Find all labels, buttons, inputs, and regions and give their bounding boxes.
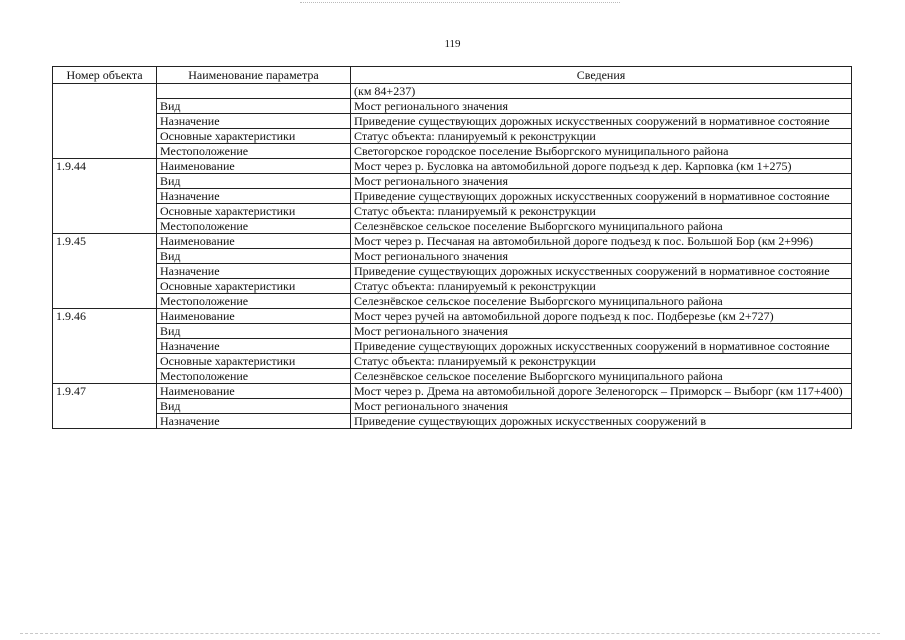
- details-cell: Мост регионального значения: [351, 324, 852, 339]
- table-body: [53, 84, 852, 429]
- table-row: [53, 384, 852, 399]
- parameter-cell: Наименование: [157, 384, 351, 399]
- parameter-cell: [157, 84, 351, 99]
- parameter-cell: Назначение: [157, 264, 351, 279]
- table-row: [53, 174, 852, 189]
- details-cell: Приведение существующих дорожных искусственных сооружений в: [351, 414, 852, 429]
- details-cell: Мост регионального значения: [351, 99, 852, 114]
- parameter-cell: Вид: [157, 249, 351, 264]
- object-number-cell: [53, 204, 157, 219]
- details-cell: Мост регионального значения: [351, 174, 852, 189]
- details-cell: Селезнёвское сельское поселение Выборгского муниципального района: [351, 369, 852, 384]
- parameter-cell: Вид: [157, 399, 351, 414]
- details-cell: Статус объекта: планируемый к реконструкции: [351, 279, 852, 294]
- table-row: [53, 309, 852, 324]
- parameter-cell: Вид: [157, 324, 351, 339]
- parameter-cell: Назначение: [157, 189, 351, 204]
- table-row: [53, 399, 852, 414]
- table-row: [53, 129, 852, 144]
- object-number-cell: [53, 354, 157, 369]
- object-number-cell: [53, 219, 157, 234]
- parameter-cell: Местоположение: [157, 144, 351, 159]
- object-number-cell: [53, 99, 157, 114]
- parameter-cell: Местоположение: [157, 369, 351, 384]
- details-cell: (км 84+237): [351, 84, 852, 99]
- table-header-row: [53, 67, 852, 84]
- parameter-cell: Назначение: [157, 114, 351, 129]
- object-number-cell: [53, 369, 157, 384]
- object-number-cell: [53, 324, 157, 339]
- table-row: [53, 414, 852, 429]
- object-number-cell: [53, 414, 157, 429]
- parameter-cell: Основные характеристики: [157, 129, 351, 144]
- table-row: [53, 354, 852, 369]
- parameter-cell: Наименование: [157, 309, 351, 324]
- parameter-cell: Назначение: [157, 414, 351, 429]
- parameter-cell: Наименование: [157, 234, 351, 249]
- table-row: [53, 219, 852, 234]
- object-number-cell: [53, 294, 157, 309]
- header-object-number: Номер объекта: [53, 67, 157, 84]
- object-number-cell: [53, 144, 157, 159]
- details-cell: Приведение существующих дорожных искусственных сооружений в нормативное состояние: [351, 264, 852, 279]
- details-cell: Статус объекта: планируемый к реконструкции: [351, 204, 852, 219]
- object-number-cell: 1.9.44: [53, 159, 157, 174]
- scan-artifact-bottom: [20, 633, 880, 635]
- table-row: [53, 369, 852, 384]
- details-cell: Светогорское городское поселение Выборгского муниципального района: [351, 144, 852, 159]
- table-row: [53, 189, 852, 204]
- table-row: [53, 114, 852, 129]
- details-cell: Мост через р. Песчаная на автомобильной дороге подъезд к пос. Большой Бор (км 2+996): [351, 234, 852, 249]
- details-cell: Мост через ручей на автомобильной дороге подъезд к пос. Подберезье (км 2+727): [351, 309, 852, 324]
- details-cell: Мост регионального значения: [351, 399, 852, 414]
- details-cell: Статус объекта: планируемый к реконструкции: [351, 129, 852, 144]
- table-row: [53, 234, 852, 249]
- parameter-cell: Местоположение: [157, 219, 351, 234]
- object-number-cell: [53, 129, 157, 144]
- table-row: [53, 144, 852, 159]
- parameter-cell: Основные характеристики: [157, 204, 351, 219]
- objects-table: [52, 66, 852, 429]
- details-cell: Приведение существующих дорожных искусственных сооружений в нормативное состояние: [351, 339, 852, 354]
- table-row: [53, 264, 852, 279]
- object-number-cell: [53, 189, 157, 204]
- header-details: Сведения: [351, 67, 852, 84]
- details-cell: Статус объекта: планируемый к реконструкции: [351, 354, 852, 369]
- details-cell: Приведение существующих дорожных искусственных сооружений в нормативное состояние: [351, 114, 852, 129]
- details-cell: Мост через р. Дрема на автомобильной дороге Зеленогорск – Приморск – Выборг (км 117+400): [351, 384, 852, 399]
- table-row: [53, 339, 852, 354]
- details-cell: Селезнёвское сельское поселение Выборгского муниципального района: [351, 219, 852, 234]
- object-number-cell: [53, 399, 157, 414]
- table-row: [53, 84, 852, 99]
- object-number-cell: [53, 84, 157, 99]
- table-row: [53, 204, 852, 219]
- scan-artifact-top: [300, 2, 620, 4]
- object-number-cell: 1.9.45: [53, 234, 157, 249]
- parameter-cell: Местоположение: [157, 294, 351, 309]
- object-number-cell: [53, 339, 157, 354]
- details-cell: Приведение существующих дорожных искусственных сооружений в нормативное состояние: [351, 189, 852, 204]
- details-cell: Мост регионального значения: [351, 249, 852, 264]
- parameter-cell: Вид: [157, 99, 351, 114]
- object-number-cell: [53, 264, 157, 279]
- object-number-cell: [53, 114, 157, 129]
- table-row: [53, 294, 852, 309]
- table-row: [53, 159, 852, 174]
- page-number: 119: [444, 38, 461, 50]
- object-number-cell: 1.9.47: [53, 384, 157, 399]
- header-parameter: Наименование параметра: [157, 67, 351, 84]
- details-cell: Мост через р. Бусловка на автомобильной дороге подъезд к дер. Карповка (км 1+275): [351, 159, 852, 174]
- table-row: [53, 99, 852, 114]
- parameter-cell: Основные характеристики: [157, 354, 351, 369]
- parameter-cell: Вид: [157, 174, 351, 189]
- parameter-cell: Основные характеристики: [157, 279, 351, 294]
- table-row: [53, 249, 852, 264]
- parameter-cell: Назначение: [157, 339, 351, 354]
- object-number-cell: [53, 174, 157, 189]
- table-row: [53, 279, 852, 294]
- object-number-cell: [53, 249, 157, 264]
- parameter-cell: Наименование: [157, 159, 351, 174]
- object-number-cell: 1.9.46: [53, 309, 157, 324]
- object-number-cell: [53, 279, 157, 294]
- details-cell: Селезнёвское сельское поселение Выборгского муниципального района: [351, 294, 852, 309]
- table-row: [53, 324, 852, 339]
